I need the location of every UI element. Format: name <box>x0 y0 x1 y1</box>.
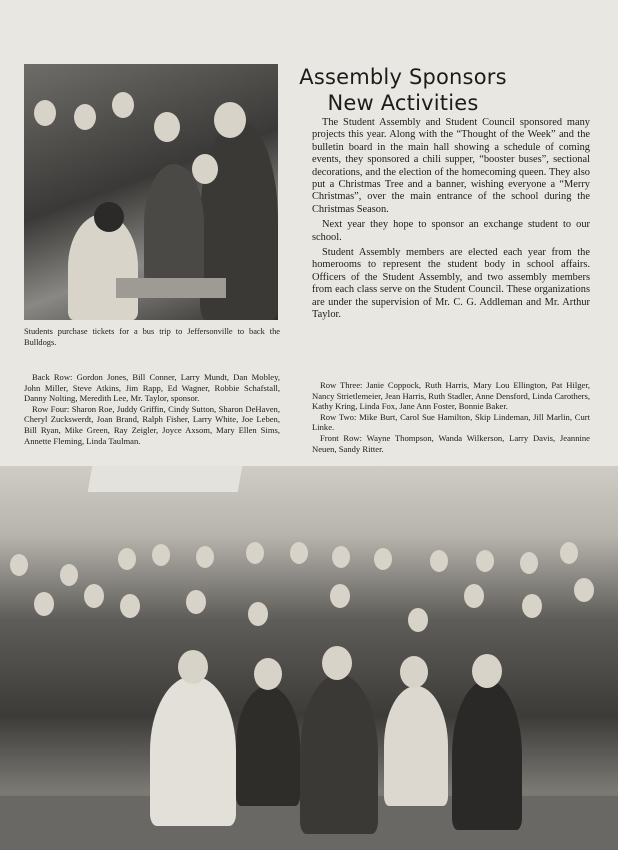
article-paragraph: Student Assembly members are elected each year from the homerooms to represent the student body in school affairs. Officers of the Student Assembly, and two assembly members from each class serve on the Student Council. These organizations are under the supervision of Mr. C. G. Addleman and Mr. Arthur Taylor. <box>312 247 590 321</box>
roster-row: Back Row: Gordon Jones, Bill Conner, Larry Mundt, Dan Mobley, John Miller, Steve Atkins, Jim Rapp, Ed Wagner, Robbie Schafstall, Danny Nolting, Meredith Lee, Mr. Taylor, sponsor. <box>24 372 280 404</box>
page-headline <box>296 64 510 116</box>
roster-row: Row Four: Sharon Roe, Juddy Griffin, Cindy Sutton, Sharon DeHaven, Cheryl Zuckswerdt, Joan Brand, Ralph Fisher, Larry White, Joe Leben, Bill Ryan, Mike Green, Ray Zeigler, Joyce Axsom, Mary Ellen Sims, Annette Fleming, Linda Taulman. <box>24 403 280 446</box>
article-body <box>312 117 590 325</box>
roster-row: Front Row: Wayne Thompson, Wanda Wilkerson, Larry Davis, Jeannine Neuen, Sandy Ritter. <box>312 432 590 454</box>
headline-line-1: Assembly Sponsors <box>299 65 507 89</box>
roster-right <box>312 380 590 454</box>
article-paragraph: The Student Assembly and Student Council sponsored many projects this year. Along with the “Thought of the Week” and the bulletin board in the main hall showing a schedule of coming events, they sponsored a chili supper, “booster buses”, sectional decorations, and the election of the homecoming queen. They also put a Christmas Tree and a banner, wishing everyone a “Merry Christmas”, over the main entrance of the school during the Christmas Season. <box>312 117 590 215</box>
student-assembly-group-photo <box>0 466 618 850</box>
headline-line-2: New Activities <box>327 91 479 115</box>
ticket-purchase-photo <box>24 64 278 320</box>
top-photo-caption: Students purchase tickets for a bus trip to Jeffersonville to back the Bulldogs. <box>24 327 280 347</box>
article-paragraph: Next year they hope to sponsor an exchange student to our school. <box>312 219 590 243</box>
roster-row: Row Two: Mike Burt, Carol Sue Hamilton, Skip Lindeman, Jill Marlin, Curt Linke. <box>312 411 590 433</box>
roster-left <box>24 372 280 446</box>
roster-row: Row Three: Janie Coppock, Ruth Harris, Mary Lou Ellington, Pat Hilger, Nancy Strietlemeier, Jean Harris, Ruth Stadler, Anne Densford, Linda Carothers, Kathy Kring, Linda Fox, Jane Ann Foster, Bonnie Baker. <box>312 380 590 412</box>
